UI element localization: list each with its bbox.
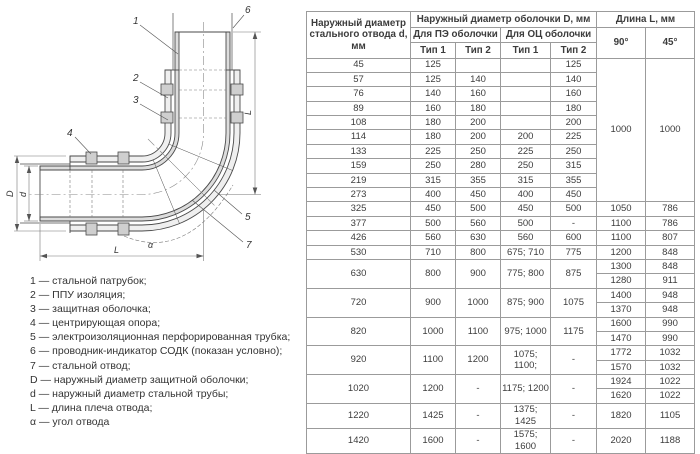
- table-cell: 89: [307, 101, 411, 115]
- header-oc-type1: Тип 1: [501, 43, 551, 59]
- table-cell: -: [551, 375, 597, 404]
- header-pe-type2: Тип 2: [456, 43, 501, 59]
- table-cell: 820: [307, 317, 411, 346]
- table-cell: 57: [307, 72, 411, 86]
- table-row: [307, 231, 695, 245]
- table-cell: 500: [551, 202, 597, 216]
- table-cell: 786: [646, 216, 695, 230]
- table-cell: [456, 58, 501, 72]
- table-cell: 1420: [307, 428, 411, 453]
- table-cell: 800: [411, 259, 456, 288]
- table-cell: 377: [307, 216, 411, 230]
- table-cell: 900: [456, 259, 501, 288]
- table-cell: 108: [307, 116, 411, 130]
- table-cell: 1075; 1100;: [501, 346, 551, 375]
- table-cell: 125: [411, 58, 456, 72]
- table-cell: 1772: [597, 346, 646, 360]
- table-cell: 875; 900: [501, 288, 551, 317]
- table-cell: 1188: [646, 428, 695, 453]
- table-cell: 990: [646, 331, 695, 345]
- table-cell: 1105: [646, 403, 695, 428]
- table-cell: 1924: [597, 375, 646, 389]
- table-cell: [501, 87, 551, 101]
- table-cell: 225: [501, 144, 551, 158]
- table-cell: 560: [501, 231, 551, 245]
- table-cell: 160: [551, 87, 597, 101]
- table-cell: 1175: [551, 317, 597, 346]
- table-cell: -: [456, 428, 501, 453]
- table-cell: 250: [411, 159, 456, 173]
- table-cell: 948: [646, 288, 695, 302]
- centerlines: [27, 22, 217, 208]
- table-cell: 140: [551, 72, 597, 86]
- legend-item: 5 — электроизоляционная перфорированная трубка;: [30, 331, 291, 344]
- legend-item: 7 — стальной отвод;: [30, 359, 131, 372]
- header-length: Длина L, мм: [597, 12, 695, 28]
- table-row: [307, 403, 695, 428]
- header-steel-diameter: Наружный диаметр стального отвода d, мм: [307, 12, 411, 59]
- legend-item: 6 — проводник-индикатор СОДК (показан условно);: [30, 345, 283, 358]
- dimension-arrows: [15, 32, 257, 258]
- table-cell: 1075: [551, 288, 597, 317]
- table-cell: 450: [456, 188, 501, 202]
- header-casing-diameter: Наружный диаметр оболочки D, мм: [411, 12, 597, 28]
- table-cell: 848: [646, 245, 695, 259]
- table-cell: 180: [411, 130, 456, 144]
- table-cell: 315: [551, 159, 597, 173]
- callout-4: 4: [67, 128, 73, 139]
- dimension-table: [306, 11, 695, 454]
- table-cell: 1050: [597, 202, 646, 216]
- table-row: [307, 216, 695, 230]
- table-cell: 720: [307, 288, 411, 317]
- table-row: [307, 375, 695, 389]
- header-90deg: 90°: [597, 27, 646, 58]
- table-cell: 400: [411, 188, 456, 202]
- table-cell: 45: [307, 58, 411, 72]
- table-cell: 990: [646, 317, 695, 331]
- table-cell: 775; 800: [501, 259, 551, 288]
- table-cell: 250: [456, 144, 501, 158]
- table-cell: 219: [307, 173, 411, 187]
- table-row: [307, 202, 695, 216]
- callout-5: 5: [245, 212, 251, 223]
- table-cell: 1000: [597, 58, 646, 202]
- callout-6: 6: [245, 5, 251, 16]
- table-cell: 1400: [597, 288, 646, 302]
- table-cell: 160: [456, 87, 501, 101]
- legend-item: α — угол отвода: [30, 415, 110, 428]
- header-row-1: [307, 12, 695, 28]
- table-cell: [501, 101, 551, 115]
- casing-outer-band: [70, 70, 240, 231]
- table-cell: 600: [551, 231, 597, 245]
- table-cell: 1280: [597, 274, 646, 288]
- table-row: [307, 245, 695, 259]
- table-cell: 807: [646, 231, 695, 245]
- callout-7: 7: [246, 240, 252, 251]
- header-45deg: 45°: [646, 27, 695, 58]
- header-pe-casing: Для ПЭ оболочки: [411, 27, 501, 43]
- table-cell: 200: [551, 116, 597, 130]
- table-cell: 250: [501, 159, 551, 173]
- table-cell: -: [456, 375, 501, 404]
- table-cell: 250: [551, 144, 597, 158]
- table-cell: 530: [307, 245, 411, 259]
- legend-item: D — наружный диаметр защитной оболочки;: [30, 373, 249, 386]
- table-cell: 125: [411, 72, 456, 86]
- table-cell: 1032: [646, 360, 695, 374]
- table-cell: 1620: [597, 389, 646, 403]
- table-cell: 355: [456, 173, 501, 187]
- table-head: [307, 12, 695, 59]
- table-cell: 450: [551, 188, 597, 202]
- table-cell: 1100: [411, 346, 456, 375]
- table-row: [307, 317, 695, 331]
- table-cell: 1020: [307, 375, 411, 404]
- header-pe-type1: Тип 1: [411, 43, 456, 59]
- table-cell: 500: [411, 216, 456, 230]
- table-cell: 1570: [597, 360, 646, 374]
- label-D: D: [5, 190, 15, 197]
- table-cell: 1575; 1600: [501, 428, 551, 453]
- table-cell: -: [551, 346, 597, 375]
- table-cell: 1175; 1200: [501, 375, 551, 404]
- table-cell: 180: [411, 116, 456, 130]
- table-cell: 1100: [597, 231, 646, 245]
- table-cell: 200: [456, 116, 501, 130]
- table-cell: 630: [456, 231, 501, 245]
- table-cell: 325: [307, 202, 411, 216]
- casing-walls: [70, 70, 240, 231]
- table-cell: 920: [307, 346, 411, 375]
- table-cell: 450: [501, 202, 551, 216]
- header-oc-casing: Для ОЦ оболочки: [501, 27, 597, 43]
- table-cell: 1820: [597, 403, 646, 428]
- table-cell: 180: [551, 101, 597, 115]
- table-row: [307, 259, 695, 273]
- table-cell: 426: [307, 231, 411, 245]
- table-cell: -: [551, 403, 597, 428]
- table-cell: 560: [411, 231, 456, 245]
- table-cell: 140: [456, 72, 501, 86]
- table-cell: 315: [501, 173, 551, 187]
- table-cell: 675; 710: [501, 245, 551, 259]
- table-row: [307, 288, 695, 302]
- table-cell: 1375; 1425: [501, 403, 551, 428]
- table-cell: 1220: [307, 403, 411, 428]
- table-cell: 500: [501, 216, 551, 230]
- table-cell: 1100: [456, 317, 501, 346]
- table-cell: 1470: [597, 331, 646, 345]
- legend-item: 3 — защитная оболочка;: [30, 303, 151, 316]
- table-cell: 800: [456, 245, 501, 259]
- header-oc-type2: Тип 2: [551, 43, 597, 59]
- table-cell: 355: [551, 173, 597, 187]
- table-cell: 140: [411, 87, 456, 101]
- label-L-bottom: L: [114, 245, 120, 255]
- table-cell: 786: [646, 202, 695, 216]
- table-cell: 1425: [411, 403, 456, 428]
- table-cell: 450: [411, 202, 456, 216]
- table-cell: -: [551, 216, 597, 230]
- label-L-right: L: [243, 109, 253, 115]
- callout-2: 2: [133, 73, 139, 84]
- table-cell: 1200: [456, 346, 501, 375]
- table-cell: 225: [551, 130, 597, 144]
- legend: [30, 274, 302, 429]
- legend-item: 2 — ППУ изоляция;: [30, 289, 126, 302]
- table-cell: 630: [307, 259, 411, 288]
- table-cell: 1000: [456, 288, 501, 317]
- table-cell: 400: [501, 188, 551, 202]
- table-row: [307, 346, 695, 360]
- table-body: [307, 58, 695, 453]
- table-cell: 225: [411, 144, 456, 158]
- table-cell: 1600: [597, 317, 646, 331]
- table-cell: 1600: [411, 428, 456, 453]
- table-cell: 948: [646, 303, 695, 317]
- table-cell: [501, 58, 551, 72]
- label-alpha: α: [148, 240, 154, 250]
- table-cell: 1200: [597, 245, 646, 259]
- legend-item: 4 — центрирующая опора;: [30, 317, 161, 330]
- table-cell: 1022: [646, 389, 695, 403]
- table-cell: 180: [456, 101, 501, 115]
- table-cell: 848: [646, 259, 695, 273]
- table-cell: 200: [456, 130, 501, 144]
- table-row: [307, 58, 695, 72]
- table-cell: 1000: [646, 58, 695, 202]
- table-cell: 1032: [646, 346, 695, 360]
- table-cell: 560: [456, 216, 501, 230]
- legend-item: 1 — стальной патрубок;: [30, 275, 147, 287]
- dimension-table-wrap: [306, 11, 695, 454]
- table-cell: 1300: [597, 259, 646, 273]
- elbow-drawing: [2, 0, 302, 270]
- table-cell: 1000: [411, 317, 456, 346]
- table-cell: 710: [411, 245, 456, 259]
- table-cell: 900: [411, 288, 456, 317]
- table-cell: -: [551, 428, 597, 453]
- table-cell: 273: [307, 188, 411, 202]
- table-cell: 114: [307, 130, 411, 144]
- table-cell: 125: [551, 58, 597, 72]
- label-d: d: [18, 191, 28, 197]
- callout-leaders: [75, 15, 244, 242]
- table-cell: -: [456, 403, 501, 428]
- table-cell: 200: [501, 130, 551, 144]
- callout-3: 3: [133, 95, 139, 106]
- table-cell: 315: [411, 173, 456, 187]
- table-cell: 160: [411, 101, 456, 115]
- table-cell: 1100: [597, 216, 646, 230]
- table-cell: 975; 1000: [501, 317, 551, 346]
- table-cell: 875: [551, 259, 597, 288]
- table-cell: 1022: [646, 375, 695, 389]
- table-cell: 280: [456, 159, 501, 173]
- legend-item: d — наружный диаметр стальной трубы;: [30, 387, 229, 400]
- table-cell: 500: [456, 202, 501, 216]
- table-cell: 1370: [597, 303, 646, 317]
- table-cell: 159: [307, 159, 411, 173]
- table-cell: 133: [307, 144, 411, 158]
- legend-item: L — длина плеча отвода;: [30, 401, 153, 414]
- table-cell: 76: [307, 87, 411, 101]
- table-cell: [501, 116, 551, 130]
- table-cell: 775: [551, 245, 597, 259]
- table-cell: 1200: [411, 375, 456, 404]
- callout-1: 1: [133, 16, 139, 27]
- table-cell: [501, 72, 551, 86]
- table-row: [307, 428, 695, 453]
- table-cell: 911: [646, 274, 695, 288]
- table-cell: 2020: [597, 428, 646, 453]
